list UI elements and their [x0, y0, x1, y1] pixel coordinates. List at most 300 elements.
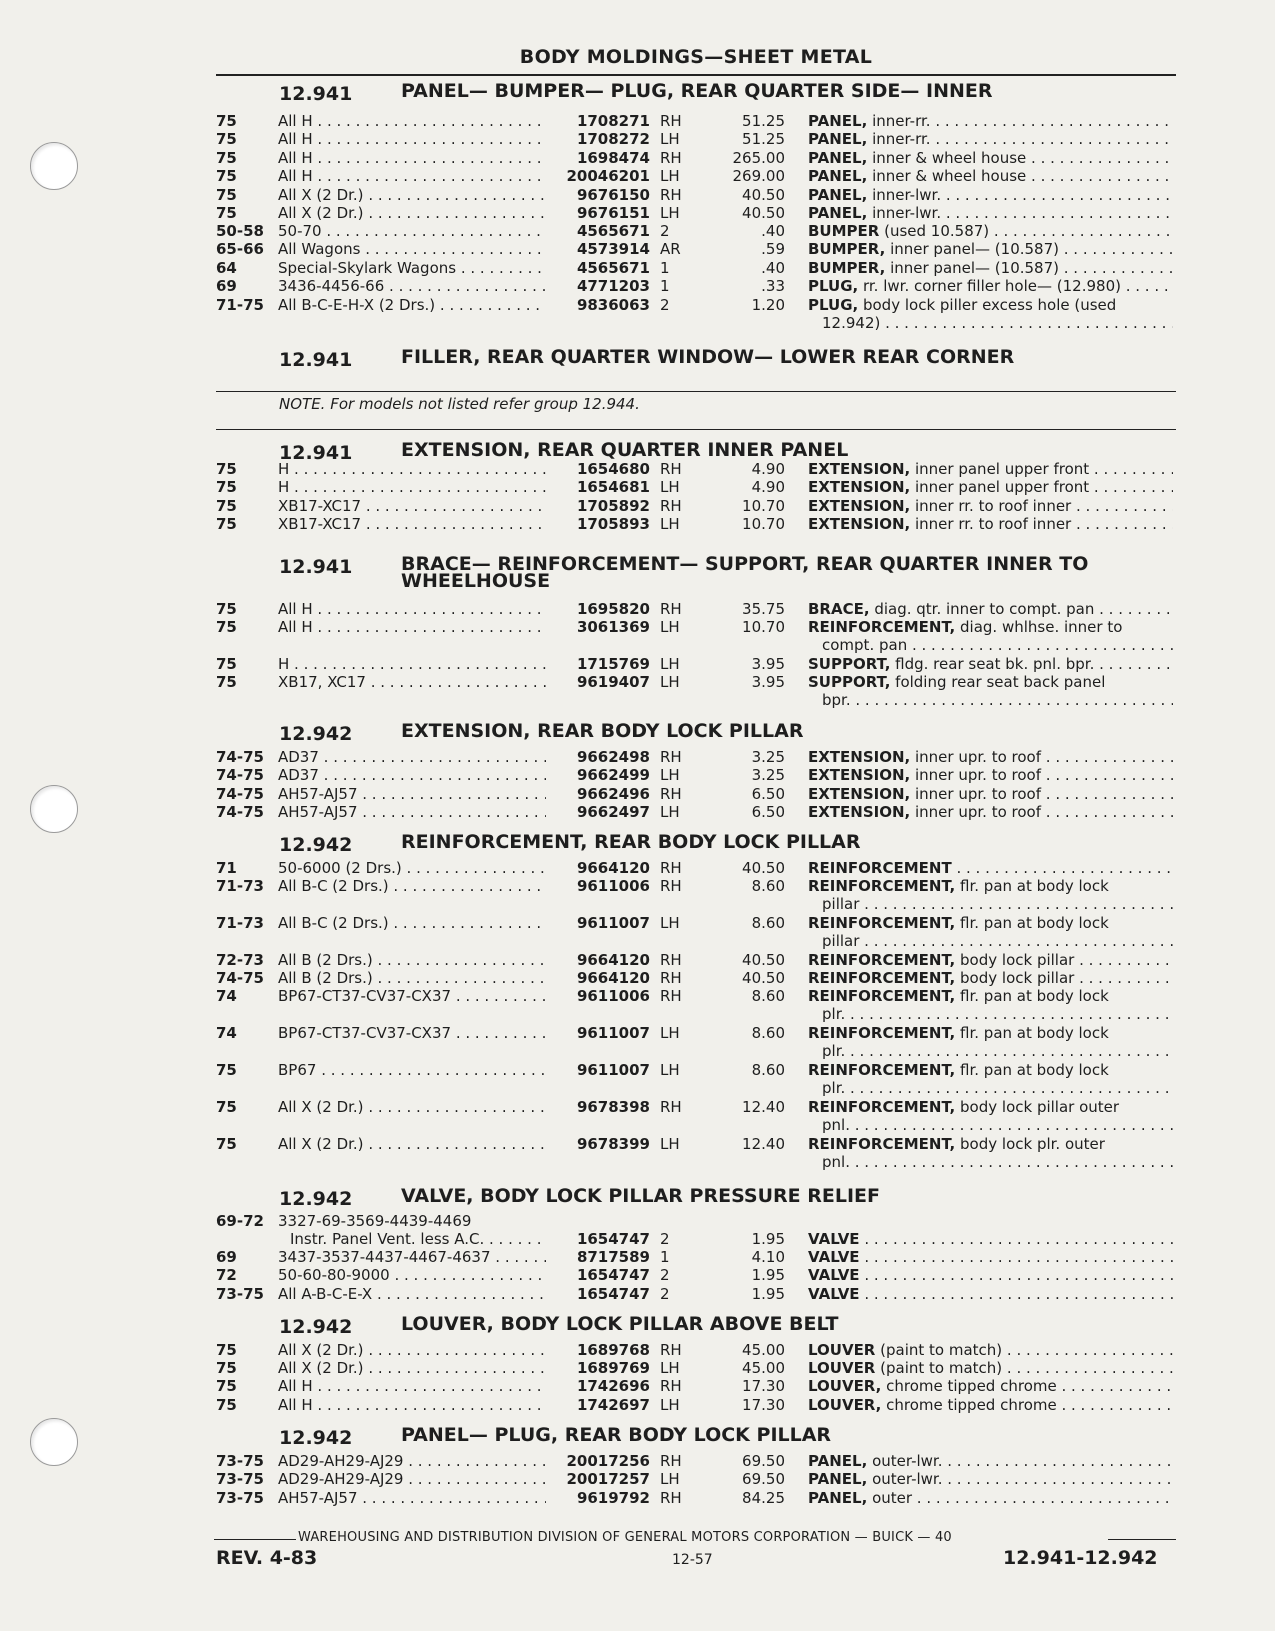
section-title: EXTENSION, REAR QUARTER INNER PANEL — [401, 439, 849, 461]
model-codes: XB17-XC17 . . . — [278, 515, 546, 534]
model-codes: All H . . . — [278, 1377, 546, 1396]
table-row — [0, 1212, 1275, 1231]
price: 84.25 — [742, 1489, 785, 1507]
quantity: 2 — [660, 222, 670, 240]
description-detail: inner panel— (10.587) — [885, 240, 1059, 258]
table-row-continuation — [0, 636, 1275, 655]
price: .59 — [761, 240, 785, 258]
table-row — [0, 1061, 1275, 1080]
model-codes: All B-C (2 Drs.) . . . — [278, 914, 546, 933]
model-codes: H . . . — [278, 460, 546, 479]
part-number: 1689769 — [576, 1359, 650, 1377]
part-number: 9664120 — [576, 859, 650, 877]
model-codes: BP67 . . . — [278, 1061, 546, 1080]
description — [808, 618, 1173, 637]
description-keyword: PANEL, — [808, 112, 868, 130]
price: 8.60 — [751, 987, 785, 1005]
description-detail: (paint to match) — [875, 1359, 1003, 1377]
model-year: 73-75 — [216, 1285, 264, 1303]
part-number: 20017257 — [566, 1470, 650, 1488]
description-keyword: REINFORCEMENT, — [808, 1061, 956, 1079]
table-row — [0, 1341, 1275, 1360]
table-row — [0, 1135, 1275, 1154]
model-year: 75 — [216, 1377, 237, 1395]
model-year: 75 — [216, 460, 237, 478]
description — [808, 1489, 1173, 1508]
model-year: 75 — [216, 515, 237, 533]
description — [808, 1135, 1173, 1154]
quantity: RH — [660, 859, 682, 877]
description-keyword: VALVE — [808, 1266, 860, 1284]
table-row — [0, 766, 1275, 785]
model-codes: All H . . . — [278, 112, 546, 131]
description-keyword: PANEL, — [808, 149, 868, 167]
model-year: 75 — [216, 673, 237, 691]
description-detail: inner-lwr. — [867, 204, 942, 222]
price: 8.60 — [751, 1061, 785, 1079]
quantity: LH — [660, 618, 680, 636]
part-number: 9664120 — [576, 969, 650, 987]
table-row-continuation — [0, 895, 1275, 914]
description — [808, 1470, 1173, 1489]
model-codes: All A-B-C-E-X . . . — [278, 1285, 546, 1304]
description-keyword: VALVE — [808, 1230, 860, 1248]
quantity: LH — [660, 167, 680, 185]
quantity: RH — [660, 987, 682, 1005]
description-detail: folding rear seat back panel — [890, 673, 1106, 691]
model-codes: All B-C-E-H-X (2 Drs.) . . . — [278, 296, 546, 315]
price: 40.50 — [742, 969, 785, 987]
table-row — [0, 600, 1275, 619]
description-continuation: 12.942) . . . — [822, 314, 1173, 333]
model-year: 69 — [216, 1248, 237, 1266]
model-year: 75 — [216, 1396, 237, 1414]
page-number: 12-57 — [672, 1552, 713, 1568]
table-row — [0, 951, 1275, 970]
price: .33 — [761, 277, 785, 295]
description-keyword: BUMPER — [808, 222, 880, 240]
model-year: 73-75 — [216, 1470, 264, 1488]
description — [808, 167, 1173, 186]
description — [808, 1248, 1173, 1267]
model-codes: All X (2 Dr.) . . . — [278, 204, 546, 223]
table-row-continuation — [0, 932, 1275, 951]
model-codes: 50-70 . . . — [278, 222, 546, 241]
price: .40 — [761, 222, 785, 240]
section-number: 12.941 — [279, 83, 353, 105]
description-keyword: EXTENSION, — [808, 748, 911, 766]
description-detail: inner rr. to roof inner — [910, 497, 1072, 515]
part-number: 1715769 — [576, 655, 650, 673]
price: 1.95 — [751, 1285, 785, 1303]
description-keyword: PANEL, — [808, 1452, 868, 1470]
section-title: VALVE, BODY LOCK PILLAR PRESSURE RELIEF — [401, 1185, 880, 1207]
model-year: 65-66 — [216, 240, 264, 258]
quantity: RH — [660, 600, 682, 618]
model-codes: BP67-CT37-CV37-CX37 . . . — [278, 1024, 546, 1043]
quantity: RH — [660, 951, 682, 969]
table-row-continuation — [0, 1079, 1275, 1098]
quantity: LH — [660, 478, 680, 496]
description — [808, 951, 1173, 970]
description-detail: outer-lwr. — [867, 1470, 943, 1488]
model-year: 75 — [216, 112, 237, 130]
part-number: 20017256 — [566, 1452, 650, 1470]
quantity: LH — [660, 673, 680, 691]
model-year: 74 — [216, 1024, 237, 1042]
model-codes: All X (2 Dr.) . . . — [278, 1098, 546, 1117]
description — [808, 112, 1173, 131]
description-keyword: LOUVER, — [808, 1377, 882, 1395]
description-detail: inner upr. to roof — [910, 803, 1042, 821]
model-year: 75 — [216, 1341, 237, 1359]
price: 35.75 — [742, 600, 785, 618]
model-year: 74-75 — [216, 785, 264, 803]
description-keyword: REINFORCEMENT, — [808, 1024, 956, 1042]
model-year: 74-75 — [216, 766, 264, 784]
description — [808, 497, 1173, 516]
model-year: 71-73 — [216, 877, 264, 895]
description-continuation: pnl. . . . — [822, 1153, 1173, 1172]
model-year: 71-73 — [216, 914, 264, 932]
price: 10.70 — [742, 515, 785, 533]
description-keyword: PANEL, — [808, 204, 868, 222]
description — [808, 859, 1173, 878]
section-heading — [279, 346, 1171, 371]
note-text: NOTE. For models not listed refer group 12.944. — [279, 395, 640, 413]
part-number: 9611007 — [576, 914, 650, 932]
price: 69.50 — [742, 1452, 785, 1470]
description — [808, 785, 1173, 804]
part-number: 20046201 — [566, 167, 650, 185]
part-number: 1708272 — [576, 130, 650, 148]
table-row — [0, 515, 1275, 534]
quantity: RH — [660, 1377, 682, 1395]
model-codes: All X (2 Dr.) . . . — [278, 186, 546, 205]
table-row — [0, 1024, 1275, 1043]
table-row-continuation — [0, 1153, 1275, 1172]
quantity: LH — [660, 515, 680, 533]
section-title: BRACE— REINFORCEMENT— SUPPORT, REAR QUARTER INNER TO WHEELHOUSE — [401, 553, 1089, 592]
model-codes: All X (2 Dr.) . . . — [278, 1359, 546, 1378]
model-year: 72 — [216, 1266, 237, 1284]
divider — [216, 429, 1176, 430]
table-row — [0, 167, 1275, 186]
model-year: 64 — [216, 259, 237, 277]
description — [808, 130, 1173, 149]
description-detail: outer-lwr. — [867, 1452, 943, 1470]
description — [808, 296, 1173, 315]
price: 69.50 — [742, 1470, 785, 1488]
quantity: 1 — [660, 277, 670, 295]
table-row — [0, 914, 1275, 933]
description-keyword: PANEL, — [808, 130, 868, 148]
quantity: 2 — [660, 1230, 670, 1248]
price: 3.95 — [751, 673, 785, 691]
model-codes: All H . . . — [278, 618, 546, 637]
section-title: LOUVER, BODY LOCK PILLAR ABOVE BELT — [401, 1313, 839, 1335]
model-note: Instr. Panel Vent. less A.C. . . . — [290, 1230, 546, 1249]
price: 1.95 — [751, 1266, 785, 1284]
section-title: EXTENSION, REAR BODY LOCK PILLAR — [401, 720, 804, 742]
part-number: 9619407 — [576, 673, 650, 691]
part-number: 4771203 — [576, 277, 650, 295]
section-heading — [279, 1185, 1171, 1210]
model-codes: AD37 . . . — [278, 748, 546, 767]
table-row-continuation — [0, 691, 1275, 710]
description-detail: inner panel upper front — [910, 460, 1090, 478]
section-number: 12.942 — [279, 1188, 353, 1210]
model-codes: AD29-AH29-AJ29 . . . — [278, 1452, 546, 1471]
description-detail: inner upr. to roof — [910, 785, 1042, 803]
table-row — [0, 877, 1275, 896]
description — [808, 186, 1173, 205]
description-detail: flr. pan at body lock — [955, 877, 1109, 895]
description — [808, 803, 1173, 822]
table-row — [0, 240, 1275, 259]
description — [808, 600, 1173, 619]
quantity: LH — [660, 204, 680, 222]
section-title: REINFORCEMENT, REAR BODY LOCK PILLAR — [401, 831, 861, 853]
part-number: 9619792 — [576, 1489, 650, 1507]
price: 40.50 — [742, 204, 785, 222]
section-title: PANEL— BUMPER— PLUG, REAR QUARTER SIDE— INNER — [401, 80, 993, 102]
price: 12.40 — [742, 1098, 785, 1116]
price: 6.50 — [751, 803, 785, 821]
part-number: 9836063 — [576, 296, 650, 314]
quantity: RH — [660, 1452, 682, 1470]
description-detail: rr. lwr. corner filler hole— (12.980) — [858, 277, 1121, 295]
description-keyword: EXTENSION, — [808, 478, 911, 496]
part-number: 1708271 — [576, 112, 650, 130]
model-codes: AH57-AJ57 . . . — [278, 1489, 546, 1508]
table-row — [0, 259, 1275, 278]
price: 51.25 — [742, 130, 785, 148]
table-row — [0, 1377, 1275, 1396]
model-codes: 50-60-80-9000 . . . — [278, 1266, 546, 1285]
table-row — [0, 785, 1275, 804]
section-title: FILLER, REAR QUARTER WINDOW— LOWER REAR CORNER — [401, 346, 1015, 368]
part-number: 1654681 — [576, 478, 650, 496]
part-number: 9611006 — [576, 877, 650, 895]
model-codes: 3437-3537-4437-4467-4637 . . . — [278, 1248, 546, 1267]
part-number: 9664120 — [576, 951, 650, 969]
divider — [216, 391, 1176, 392]
quantity: RH — [660, 186, 682, 204]
model-codes: All H . . . — [278, 1396, 546, 1415]
quantity: LH — [660, 655, 680, 673]
section-heading — [279, 831, 1171, 856]
part-number: 1654680 — [576, 460, 650, 478]
table-row — [0, 1396, 1275, 1415]
model-year: 69 — [216, 277, 237, 295]
quantity: AR — [660, 240, 681, 258]
description-continuation: pillar . . . — [822, 932, 1173, 951]
table-row — [0, 478, 1275, 497]
description-keyword: BUMPER, — [808, 240, 886, 258]
price: 40.50 — [742, 186, 785, 204]
part-number: 1742696 — [576, 1377, 650, 1395]
description-keyword: REINFORCEMENT — [808, 859, 952, 877]
description-keyword: PANEL, — [808, 1470, 868, 1488]
part-number: 9676150 — [576, 186, 650, 204]
description-keyword: REINFORCEMENT, — [808, 1098, 956, 1116]
model-codes: All Wagons . . . — [278, 240, 546, 259]
table-row — [0, 204, 1275, 223]
model-year: 75 — [216, 1061, 237, 1079]
description-keyword: PANEL, — [808, 167, 868, 185]
header-rule — [216, 74, 1176, 76]
model-year: 50-58 — [216, 222, 264, 240]
description-keyword: LOUVER — [808, 1341, 876, 1359]
description-detail: body lock pillar — [955, 969, 1075, 987]
table-row — [0, 296, 1275, 315]
description-detail: chrome tipped chrome — [881, 1396, 1057, 1414]
model-codes: XB17, XC17 . . . — [278, 673, 546, 692]
model-year: 71-75 — [216, 296, 264, 314]
description-detail: inner upr. to roof — [910, 766, 1042, 784]
model-year: 75 — [216, 600, 237, 618]
price: 4.10 — [751, 1248, 785, 1266]
table-row — [0, 618, 1275, 637]
description — [808, 204, 1173, 223]
description-keyword: REINFORCEMENT, — [808, 969, 956, 987]
table-row — [0, 748, 1275, 767]
description — [808, 1285, 1173, 1304]
model-year: 75 — [216, 618, 237, 636]
model-codes: H . . . — [278, 655, 546, 674]
part-number: 1654747 — [576, 1266, 650, 1284]
table-row — [0, 655, 1275, 674]
model-codes: Special-Skylark Wagons . . . — [278, 259, 546, 278]
model-year: 72-73 — [216, 951, 264, 969]
description — [808, 1266, 1173, 1285]
description-keyword: EXTENSION, — [808, 803, 911, 821]
part-number: 9676151 — [576, 204, 650, 222]
description — [808, 1098, 1173, 1117]
model-codes: All H . . . — [278, 167, 546, 186]
description-keyword: REINFORCEMENT, — [808, 914, 956, 932]
part-number: 9611007 — [576, 1024, 650, 1042]
part-number: 1695820 — [576, 600, 650, 618]
description-continuation: plr. . . . — [822, 1005, 1173, 1024]
model-year: 69-72 — [216, 1212, 264, 1230]
description — [808, 673, 1173, 692]
quantity: LH — [660, 1024, 680, 1042]
section-heading — [279, 1424, 1171, 1449]
description-detail: fldg. rear seat bk. pnl. bpr. — [890, 655, 1095, 673]
price: 45.00 — [742, 1341, 785, 1359]
quantity: RH — [660, 1489, 682, 1507]
part-number: 1742697 — [576, 1396, 650, 1414]
table-row — [0, 497, 1275, 516]
quantity: 1 — [660, 1248, 670, 1266]
description-keyword: VALVE — [808, 1285, 860, 1303]
model-codes: XB17-XC17 . . . — [278, 497, 546, 516]
description-continuation: bpr. . . . — [822, 691, 1173, 710]
part-number: 3061369 — [576, 618, 650, 636]
group-range: 12.941-12.942 — [1003, 1547, 1158, 1569]
description-continuation: pnl. . . . — [822, 1116, 1173, 1135]
table-row — [0, 1359, 1275, 1378]
table-row — [0, 222, 1275, 241]
price: 3.25 — [751, 748, 785, 766]
description — [808, 259, 1173, 278]
model-codes: AH57-AJ57 . . . — [278, 785, 546, 804]
table-row — [0, 112, 1275, 131]
table-row — [0, 149, 1275, 168]
description — [808, 277, 1173, 296]
price: 1.20 — [751, 296, 785, 314]
description-keyword: EXTENSION, — [808, 515, 911, 533]
model-year: 75 — [216, 497, 237, 515]
description — [808, 1359, 1173, 1378]
table-row-continuation — [0, 1005, 1275, 1024]
price: 4.90 — [751, 478, 785, 496]
model-year: 75 — [216, 1135, 237, 1153]
section-title: PANEL— PLUG, REAR BODY LOCK PILLAR — [401, 1424, 832, 1446]
model-codes: All B (2 Drs.) . . . — [278, 951, 546, 970]
description-detail: body lock plr. outer — [955, 1135, 1105, 1153]
description-detail: outer — [867, 1489, 913, 1507]
description — [808, 877, 1173, 896]
table-row — [0, 277, 1275, 296]
description-detail: inner upr. to roof — [910, 748, 1042, 766]
model-year: 73-75 — [216, 1489, 264, 1507]
description — [808, 1230, 1173, 1249]
model-codes: 3327-69-3569-4439-4469 — [278, 1212, 472, 1230]
footer-division: WAREHOUSING AND DISTRIBUTION DIVISION OF GENERAL MOTORS CORPORATION — BUICK — 40 — [298, 1530, 952, 1545]
model-codes: All H . . . — [278, 600, 546, 619]
description-detail: inner-rr. — [867, 130, 931, 148]
model-codes: All B-C (2 Drs.) . . . — [278, 877, 546, 896]
table-row — [0, 803, 1275, 822]
section-number: 12.941 — [279, 349, 353, 371]
description-detail: flr. pan at body lock — [955, 987, 1109, 1005]
description-keyword: BUMPER, — [808, 259, 886, 277]
table-row — [0, 969, 1275, 988]
description-detail: inner panel— (10.587) — [885, 259, 1059, 277]
description-keyword: REINFORCEMENT, — [808, 877, 956, 895]
description — [808, 222, 1173, 241]
quantity: LH — [660, 1135, 680, 1153]
table-row — [0, 186, 1275, 205]
quantity: 2 — [660, 1285, 670, 1303]
description-keyword: SUPPORT, — [808, 673, 891, 691]
section-number: 12.942 — [279, 723, 353, 745]
part-number: 9611007 — [576, 1061, 650, 1079]
section-number: 12.942 — [279, 1316, 353, 1338]
description — [808, 1024, 1173, 1043]
quantity: 2 — [660, 1266, 670, 1284]
model-codes: AD37 . . . — [278, 766, 546, 785]
quantity: 1 — [660, 259, 670, 277]
quantity: RH — [660, 969, 682, 987]
model-codes: 50-6000 (2 Drs.) . . . — [278, 859, 546, 878]
part-number: 8717589 — [576, 1248, 650, 1266]
model-year: 75 — [216, 204, 237, 222]
price: 8.60 — [751, 1024, 785, 1042]
description-detail: body lock pillar outer — [955, 1098, 1120, 1116]
price: 4.90 — [751, 460, 785, 478]
model-year: 74-75 — [216, 803, 264, 821]
quantity: LH — [660, 1396, 680, 1414]
table-row — [0, 460, 1275, 479]
description-detail: diag. whlhse. inner to — [955, 618, 1123, 636]
description-keyword: PANEL, — [808, 186, 868, 204]
quantity: RH — [660, 1341, 682, 1359]
price: 40.50 — [742, 859, 785, 877]
